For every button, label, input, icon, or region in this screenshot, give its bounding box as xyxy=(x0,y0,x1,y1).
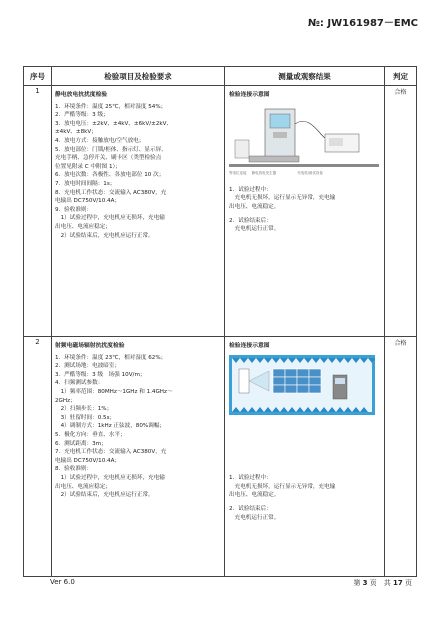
result-line: 出电压、电流稳定。 xyxy=(229,492,280,499)
anechoic-chamber-diagram xyxy=(229,355,380,419)
result-line: 充电机无损坏，运行显示无异常，充电输 xyxy=(229,195,336,202)
req-line: 8．验收准则： xyxy=(55,466,93,473)
version-label: Ver 6.0 xyxy=(50,578,75,586)
req-line: 6．测试距离：3m； xyxy=(55,440,107,447)
page-suffix: 页 xyxy=(405,579,412,587)
diagram-label-left: 等电位连接 xyxy=(229,171,247,176)
result-line: 2．试验结束后： xyxy=(229,217,272,224)
req-line: 1）试验过程中，充电机应无损坏，充电输 xyxy=(55,215,165,222)
req-line: ±4kV、±8kV； xyxy=(55,129,97,136)
req-line: 1．环境条件：温度 23℃，相对湿度 62%； xyxy=(55,354,167,361)
result-line: 充电机运行正常。 xyxy=(229,226,280,233)
req-line: 2GHz； xyxy=(55,397,76,404)
result-line: 1．试验过程中： xyxy=(229,186,272,193)
req-line: 7．充电机工作状态：交流输入 AC380V，充 xyxy=(55,449,167,456)
page-total: 17 xyxy=(393,579,403,587)
table-header-row xyxy=(24,67,417,86)
table-row xyxy=(24,86,417,337)
verdict: 合格 xyxy=(385,337,417,577)
observation-cell xyxy=(225,86,385,337)
observation-cell xyxy=(225,337,385,577)
diagram-label-right: 充电机/被试设备 xyxy=(297,171,323,176)
req-line: 4．扫频测试参数： xyxy=(55,380,104,387)
test-title: 射频电磁场辐射抗扰度检验 xyxy=(55,343,125,349)
req-line: 3．放电电压：±2kV、±4kV、±6kV/±2kV、 xyxy=(55,120,173,127)
esd-setup-diagram xyxy=(229,104,380,178)
req-line: 电输出 DC750V/10.4A； xyxy=(55,457,121,464)
req-line: 3）驻留时间：0.5s； xyxy=(55,414,116,421)
req-line: 2．严酷等级：3 级； xyxy=(55,112,109,119)
result-line: 充电机运行正常。 xyxy=(229,514,280,521)
req-line: 7．放电时间间隔：1s； xyxy=(55,180,116,187)
req-line: 出电压、电流应稳定； xyxy=(55,483,111,490)
result-line: 1．试验过程中： xyxy=(229,475,272,482)
row-number: 1 xyxy=(24,86,52,337)
page-current: 3 xyxy=(362,579,368,587)
result-line: 出电压、电流稳定。 xyxy=(229,203,280,210)
diagram-title: 检验连接示意图 xyxy=(229,92,270,98)
test-requirements xyxy=(52,86,225,337)
result-line: 2．试验结束后： xyxy=(229,505,272,512)
col-header-verdict: 判定 xyxy=(385,67,417,86)
req-line: 位置见附录 C 中附图 1）； xyxy=(55,163,121,170)
req-line: 2）扫频步长：1%； xyxy=(55,406,113,413)
table-row xyxy=(24,337,417,577)
req-line: 5．极化方向：垂直、水平； xyxy=(55,431,126,438)
req-line: 4）调制方式：1kHz 正弦波，80%调幅； xyxy=(55,423,166,430)
req-line: 9．验收准则： xyxy=(55,206,93,213)
test-results-table xyxy=(23,66,417,577)
req-line: 6．放电次数：各极性、各放电部位 10 次； xyxy=(55,172,165,179)
req-line: 充电手柄、急停开关、刷卡区（类型检验点 xyxy=(55,155,162,162)
req-line: 4．放电方式：接触放电/空气放电； xyxy=(55,137,145,144)
req-line: 1．环境条件：温度 25℃，相对湿度 54%； xyxy=(55,103,167,110)
row-number: 2 xyxy=(24,337,52,577)
req-line: 1）频率范围：80MHz～1GHz 和 1.4GHz～ xyxy=(55,388,173,395)
page-prefix: 第 xyxy=(353,579,361,587)
req-line: 8．充电机工作状态：交流输入 AC380V，充 xyxy=(55,189,167,196)
verdict: 合格 xyxy=(385,86,417,337)
req-line: 2）试验结束后，充电机应运行正常。 xyxy=(55,232,154,239)
col-header-seq: 序号 xyxy=(24,67,52,86)
document-number: №: JW161987－EMC xyxy=(307,18,418,29)
test-title: 静电放电抗扰度检验 xyxy=(55,92,108,98)
req-line: 电输出 DC750V/10.4A； xyxy=(55,198,121,205)
test-requirements xyxy=(52,337,225,577)
diagram-label-mid: 静电放电发生器 xyxy=(251,171,277,176)
col-header-items: 检验项目及检验要求 xyxy=(52,67,225,86)
req-line: 3．严酷等级：3 级 场强 10V/m； xyxy=(55,371,146,378)
req-line: 2）试验结束后，充电机应运行正常。 xyxy=(55,492,154,499)
page-mid: 页 共 xyxy=(369,579,391,587)
page-indicator xyxy=(353,578,412,588)
req-line: 5．放电部位：门锁/柜体、指示灯、显示屏、 xyxy=(55,146,167,153)
col-header-results: 测量或观察结果 xyxy=(225,67,385,86)
req-line: 1）试验过程中，充电机应无损坏，充电输 xyxy=(55,474,165,481)
req-line: 出电压、电流应稳定； xyxy=(55,223,111,230)
diagram-title: 检验连接示意图 xyxy=(229,343,270,349)
req-line: 2．测试场地：电波暗室； xyxy=(55,363,121,370)
result-line: 充电机无损坏，运行显示无异常，充电输 xyxy=(229,483,336,490)
